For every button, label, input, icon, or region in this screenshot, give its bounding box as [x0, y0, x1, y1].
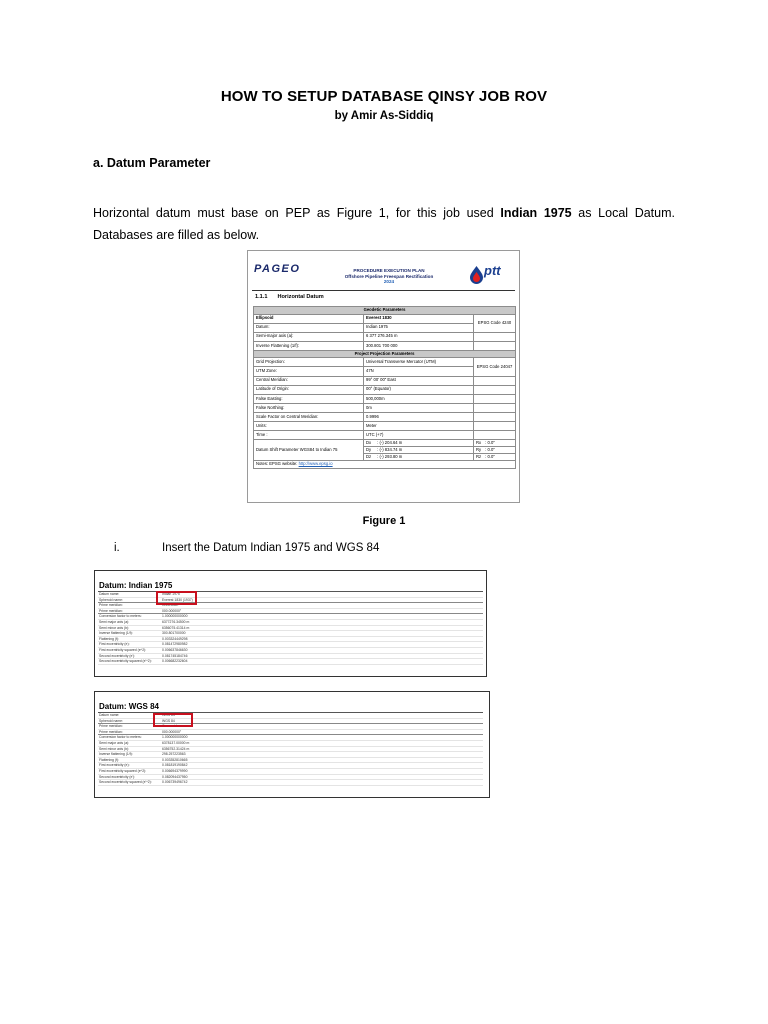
datum-row-value: 000.000000° [162, 729, 182, 734]
list-item-text: Insert the Datum Indian 1975 and WGS 84 [162, 542, 380, 554]
datum-wgs-title: Datum: WGS 84 [98, 702, 483, 713]
shift-rx-key: Rx [476, 439, 482, 445]
intro-text-before: Horizontal datum must base on PEP as Figure 1, for this job used [93, 206, 501, 220]
shift-dy-value: : (-) 834.74 m [377, 446, 403, 452]
datum-row-value: 0.003324449298 [162, 636, 188, 641]
semi-major-label: Semi-major axis (a): [254, 332, 364, 341]
highlight-box-wgs [153, 713, 193, 727]
false-northing-value: 0m [364, 403, 474, 412]
datum-row-key: Inverse flattening (1/f): [99, 752, 133, 757]
shift-ry [474, 447, 516, 454]
units-label: Units: [254, 422, 364, 431]
document-author: by Amir As-Siddiq [334, 110, 434, 122]
shift-ry-value: : 0.0" [485, 446, 495, 452]
datum-row-key: Datum name: [99, 713, 120, 717]
utm-zone-value: 47N [364, 367, 474, 376]
datum-row-value: WGS 84 [162, 713, 175, 717]
section-heading: a. Datum Parameter [93, 156, 211, 170]
datum-row-value: 1.000000000000 [162, 735, 188, 740]
datum-row-value: WGS 84 [162, 718, 175, 723]
datum-row-value: Greenwich [162, 724, 179, 729]
datum-value: Indian 1975 [364, 323, 474, 332]
shift-rz-key: Rz [476, 453, 482, 459]
datum-row-value: 0.081745184746 [162, 653, 188, 658]
pep-header [248, 251, 519, 291]
epsg-website-link[interactable]: http://www.epsg.io [298, 461, 333, 467]
datum-row-key: Semi minor axis (b): [99, 625, 130, 630]
latitude-origin-label: Latitude of Origin: [254, 385, 364, 394]
datum-row-key: Conversion factor to meters: [99, 735, 142, 740]
datum-row-value: 0.081472980982 [162, 642, 188, 647]
datum-row-key: Datum name: [99, 592, 120, 596]
ptt-flame-icon [470, 266, 483, 284]
central-meridian-label: Central Meridian: [254, 376, 364, 385]
datum-row-key: Semi major axis (a): [99, 740, 130, 745]
scale-factor-value: 0.9996 [364, 412, 474, 421]
ellipsoid-label: Ellipsoid [254, 314, 364, 323]
datum-row-key: First eccentricity (e): [99, 763, 130, 768]
datum-row-key: Prime meridian: [99, 603, 123, 608]
datum-row-key: Inverse flattening (1/f): [99, 631, 133, 636]
scale-factor-label: Scale Factor on Central Meridian: [254, 412, 364, 421]
datum-label: Datum: [254, 323, 364, 332]
central-meridian-value: 99° 00' 00" East [364, 376, 474, 385]
latitude-origin-value: 00° (Equator) [364, 385, 474, 394]
pageo-logo: PAGEO [254, 263, 301, 275]
datum-row-value: Greenwich [162, 603, 179, 608]
inverse-flattening-label: Inverse Flattening (1/f): [254, 341, 364, 350]
datum-row-key: Flattening (f): [99, 636, 119, 641]
shift-dy [364, 447, 474, 454]
pep-section-title: Horizontal Datum [277, 294, 324, 300]
datum-indian-1975-screenshot [94, 570, 487, 677]
time-value: UTC (+7) [364, 431, 474, 440]
shift-dz-key: Dz [366, 453, 372, 459]
figure-1-caption: Figure 1 [362, 515, 406, 527]
epsg-code-datum: EPSG Code 4240 [474, 314, 516, 332]
band-geodetic: Geodetic Parameters [254, 307, 516, 315]
datum-row-value: 1.000000000000 [162, 614, 188, 619]
pep-header-line2: Offshore Pipeline Freespan Rectification [344, 273, 434, 279]
semi-major-value: 6 377 276.345 m [364, 332, 474, 341]
shift-dx [364, 440, 474, 447]
datum-row-value: 0.006637846630 [162, 647, 188, 652]
shift-rz [474, 454, 516, 461]
grid-projection-label: Grid Projection: [254, 358, 364, 367]
datum-row-key: First eccentricity squared (e^2): [99, 647, 147, 652]
datum-row-key: Spheroid name: [99, 718, 123, 723]
datum-row-value: 0.082094437950 [162, 774, 188, 779]
intro-text-after: as Local Datum. Databases are filled as below. [93, 206, 675, 242]
datum-row-value: 0.006694379990 [162, 768, 188, 773]
ellipsoid-value: Everest 1830 [364, 314, 474, 323]
false-northing-label: False Northing: [254, 403, 364, 412]
list-item-number: i. [114, 542, 120, 554]
datum-row-value: 6356075.41314 m [162, 625, 190, 630]
shift-rx [474, 440, 516, 447]
datum-row-key: Prime meridian: [99, 608, 123, 613]
datum-row-key: First eccentricity squared (e^2): [99, 768, 147, 773]
datum-row-value: 0.006682232604 [162, 659, 188, 664]
shift-dx-key: Dx [366, 439, 372, 445]
ptt-logo-text: ptt [484, 263, 501, 278]
datum-row [98, 659, 483, 665]
datum-shift-label: Datum Shift Parameter WGS84 to Indian 75 [254, 440, 364, 461]
datum-row-key: Second eccentricity (e'): [99, 653, 136, 658]
datum-row-value: Indian 1975 [162, 592, 180, 596]
false-easting-label: False Easting: [254, 394, 364, 403]
pep-notes-label: Notes: EPSG website: [256, 461, 298, 467]
inverse-flattening-value: 300.801 700 000 [364, 341, 474, 350]
units-value: Meter [364, 422, 474, 431]
datum-indian-title: Datum: Indian 1975 [98, 581, 483, 592]
intro-text-bold: Indian 1975 [500, 206, 572, 220]
shift-rz-value: : 0.0" [485, 453, 495, 459]
figure-1-pep-page [247, 250, 520, 503]
datum-row-key: Semi minor axis (b): [99, 746, 130, 751]
datum-row-key: Flattening (f): [99, 757, 119, 762]
datum-row-value: 6378137.00000 m [162, 740, 190, 745]
document-title: HOW TO SETUP DATABASE QINSY JOB ROV [220, 88, 548, 105]
pep-header-line1: PROCEDURE EXECUTION PLAN [353, 268, 425, 273]
datum-row [98, 780, 483, 786]
grid-projection-value: Universal Transverse Mercator (UTM) [364, 358, 474, 367]
shift-ry-key: Ry [476, 446, 482, 452]
false-easting-value: 500,000m [364, 394, 474, 403]
shift-dz [364, 454, 474, 461]
pep-section-number: 1.1.1 [255, 294, 268, 300]
datum-row-value: 6356752.31424 m [162, 746, 190, 751]
datum-row-key: Prime meridian: [99, 724, 123, 729]
datum-row-key: Semi major axis (a): [99, 619, 130, 624]
datum-row-value: 6377276.34500 m [162, 619, 190, 624]
datum-row-value: Everest 1830 (1937) [162, 597, 193, 602]
intro-paragraph [93, 202, 675, 246]
band-projection: Project Projection Parameters [254, 350, 516, 358]
datum-row-key: Second eccentricity squared (e'^2): [99, 659, 152, 664]
datum-row-key: Conversion factor to meters: [99, 614, 142, 619]
shift-dx-value: : (-) 204.64 m [377, 439, 403, 445]
time-label: Time : [254, 431, 364, 440]
datum-row-value: 000.000000° [162, 608, 182, 613]
highlight-box-indian [156, 591, 197, 605]
pep-header-rule [252, 290, 515, 291]
shift-dz-value: : (-) 293.80 m [377, 453, 403, 459]
shift-rx-value: : 0.0" [485, 439, 495, 445]
pep-header-year: 2024 [383, 279, 395, 285]
pep-header-text [322, 268, 456, 285]
list-item-insert-datum [114, 542, 379, 554]
datum-row-value: 0.081819190842 [162, 763, 188, 768]
datum-row-key: First eccentricity (e): [99, 642, 130, 647]
datum-wgs84-screenshot [94, 691, 490, 798]
pep-section-heading [255, 295, 324, 300]
epsg-code-projection: EPSG Code 24047 [474, 358, 516, 376]
pep-notes [254, 461, 516, 469]
geodetic-parameters-table [253, 306, 516, 469]
utm-zone-label: UTM Zone: [254, 367, 364, 376]
datum-row-value: 0.006739496742 [162, 780, 188, 785]
datum-row-key: Spheroid name: [99, 597, 123, 602]
datum-row-value: 300.801700000 [162, 631, 186, 636]
datum-row-value: 298.257223563 [162, 752, 186, 757]
datum-row-key: Prime meridian: [99, 729, 123, 734]
datum-row-key: Second eccentricity (e'): [99, 774, 136, 779]
datum-row-value: 0.003352810665 [162, 757, 188, 762]
ptt-logo [470, 265, 516, 287]
datum-row-key: Second eccentricity squared (e'^2): [99, 780, 152, 785]
shift-dy-key: Dy [366, 446, 372, 452]
